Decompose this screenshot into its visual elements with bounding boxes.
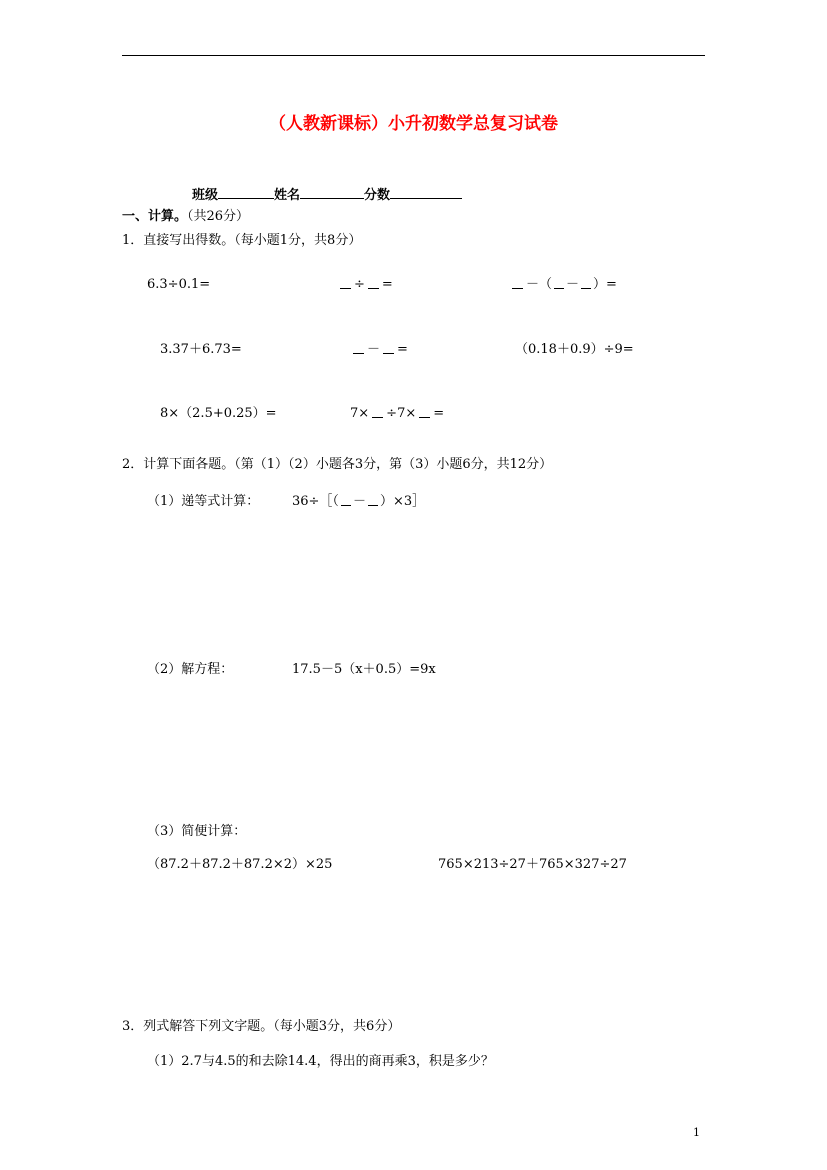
class-blank[interactable] — [218, 186, 274, 199]
q1-item-7: 8×（2.5+0.25）= — [160, 406, 277, 421]
question-3-heading: 3．列式解答下列文字题。（每小题3分，共6分） — [122, 1019, 401, 1034]
q1-item-5: － = — [350, 343, 408, 356]
section-1-title: 一、计算。 — [122, 209, 188, 224]
class-label: 班级 — [192, 188, 219, 203]
question-1-heading: 1．直接写出得数。（每小题1分，共8分） — [122, 233, 362, 248]
document-title: （人教新课标）小升初数学总复习试卷 — [269, 114, 558, 134]
score-label: 分数 — [364, 188, 391, 203]
q1-item-2: ÷ = — [337, 278, 393, 291]
section-1-heading — [122, 210, 249, 223]
score-blank[interactable] — [390, 186, 462, 199]
header-fields — [192, 186, 462, 202]
fraction — [341, 497, 351, 506]
fraction — [340, 280, 351, 289]
q1-item-6: （0.18＋0.9）÷9= — [515, 342, 634, 357]
fraction — [581, 280, 591, 289]
fraction — [353, 345, 364, 354]
question-2-heading: 2．计算下面各题。（第（1）（2）小题各3分，第（3）小题6分，共12分） — [122, 457, 553, 472]
q2-part-2-label: （2）解方程： — [147, 662, 234, 677]
q2-part-1-expression: 36÷［（ － ）×3］ — [292, 494, 426, 509]
q2-part-3-expression-1: （87.2＋87.2＋87.2×2）×25 — [147, 857, 333, 872]
page-number: 1 — [693, 1126, 700, 1139]
q1-item-3: －（ － ）= — [509, 278, 617, 291]
q2-part-1-label: （1）递等式计算： — [147, 494, 260, 509]
q1-item-1: 6.3÷0.1= — [147, 277, 211, 292]
name-blank[interactable] — [300, 186, 364, 199]
q2-part-2-expression: 17.5－5（x＋0.5）=9x — [292, 662, 436, 677]
q1-item-4: 3.37＋6.73= — [160, 342, 242, 357]
fraction — [368, 497, 378, 506]
fraction — [383, 345, 394, 354]
q2-part-3-label: （3）简便计算： — [147, 824, 247, 839]
fraction — [512, 280, 523, 289]
q3-part-1: （1）2.7与4.5的和去除14.4，得出的商再乘3，积是多少？ — [147, 1054, 494, 1069]
name-label: 姓名 — [274, 188, 301, 203]
fraction — [368, 280, 379, 289]
q2-part-3-expression-2: 765×213÷27＋765×327÷27 — [438, 857, 627, 872]
top-rule — [122, 55, 705, 56]
fraction — [372, 409, 383, 418]
fraction — [419, 409, 430, 418]
q1-item-8: 7× ÷7× = — [350, 406, 445, 421]
section-1-score: （共26分） — [187, 209, 250, 224]
fraction — [554, 280, 564, 289]
